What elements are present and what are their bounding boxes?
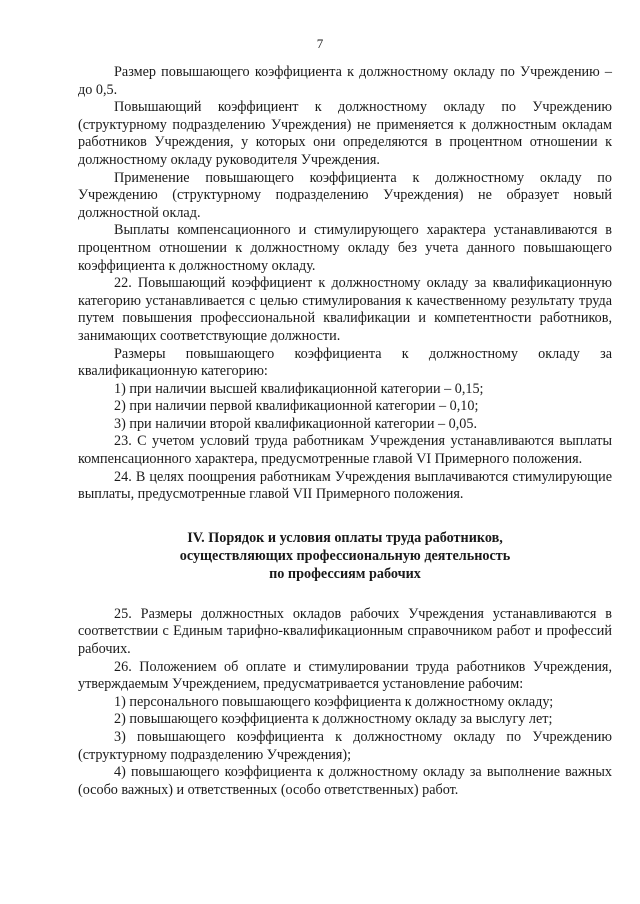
section-heading-line: осуществляющих профессиональную деятельность	[179, 547, 511, 564]
list-item: 3) при наличии второй квалификационной категории – 0,05.	[114, 415, 477, 432]
page-number: 7	[316, 36, 324, 51]
paragraph: 23. С учетом условий труда работникам Учреждения устанавливаются выплаты компенсационного характера, предусмотренные главой VI Примерного положения.	[78, 433, 612, 468]
paragraph: Размер повышающего коэффициента к должностному окладу по Учреждению – до 0,5.	[78, 64, 612, 98]
paragraph: 26. Положением об оплате и стимулировании труда работников Учреждения, утверждаемым Учреждением, предусматривается установление рабочим:	[78, 658, 612, 693]
list-item: 1) при наличии высшей квалификационной категории – 0,15;	[114, 380, 484, 397]
paragraph: 22. Повышающий коэффициент к должностному окладу за квалификационную категорию устанавливается с целью стимулирования к качественному результату труда путем повышения профессиональной квалификации и компетентности работников, занимающих соответствующие должности.	[78, 275, 612, 344]
paragraph: Размеры повышающего коэффициента к должностному окладу за квалификационную категорию:	[78, 345, 612, 380]
paragraph: 24. В целях поощрения работникам Учреждения выплачиваются стимулирующие выплаты, предусмотренные главой VII Примерного положения.	[78, 468, 612, 503]
list-item: 2) повышающего коэффициента к должностному окладу за выслугу лет;	[114, 711, 553, 728]
section-heading-line: IV. Порядок и условия оплаты труда работников,	[187, 529, 503, 546]
list-item: 1) персонального повышающего коэффициента к должностному окладу;	[114, 693, 554, 710]
list-item: 4) повышающего коэффициента к должностному окладу за выполнение важных (особо важных) и ответственных (особо ответственных) работ.	[78, 764, 612, 798]
document-body	[78, 64, 612, 799]
list-item: 3) повышающего коэффициента к должностному окладу по Учреждению (структурному подразделению Учреждения);	[78, 729, 612, 763]
paragraph: Применение повышающего коэффициента к должностному окладу по Учреждению (структурному подразделению Учреждения) не образует новый должностной оклад.	[78, 169, 612, 221]
list-item: 2) при наличии первой квалификационной категории – 0,10;	[114, 398, 479, 415]
section-heading-line: по профессиям рабочих	[269, 565, 421, 582]
paragraph: Повышающий коэффициент к должностному окладу по Учреждению (структурному подразделению Учреждения) не применяется к должностным окладам работников Учреждения, у которых они определяются в процентном отношении к должностному окладу руководителя Учреждения.	[78, 99, 612, 168]
paragraph: 25. Размеры должностных окладов рабочих Учреждения устанавливаются в соответствии с Единым тарифно-квалификационным справочником работ и профессий рабочих.	[78, 605, 612, 658]
section-heading	[78, 529, 612, 583]
paragraph: Выплаты компенсационного и стимулирующего характера устанавливаются в процентном отношении к должностному окладу без учета данного повышающего коэффициента к должностному окладу.	[78, 222, 612, 274]
